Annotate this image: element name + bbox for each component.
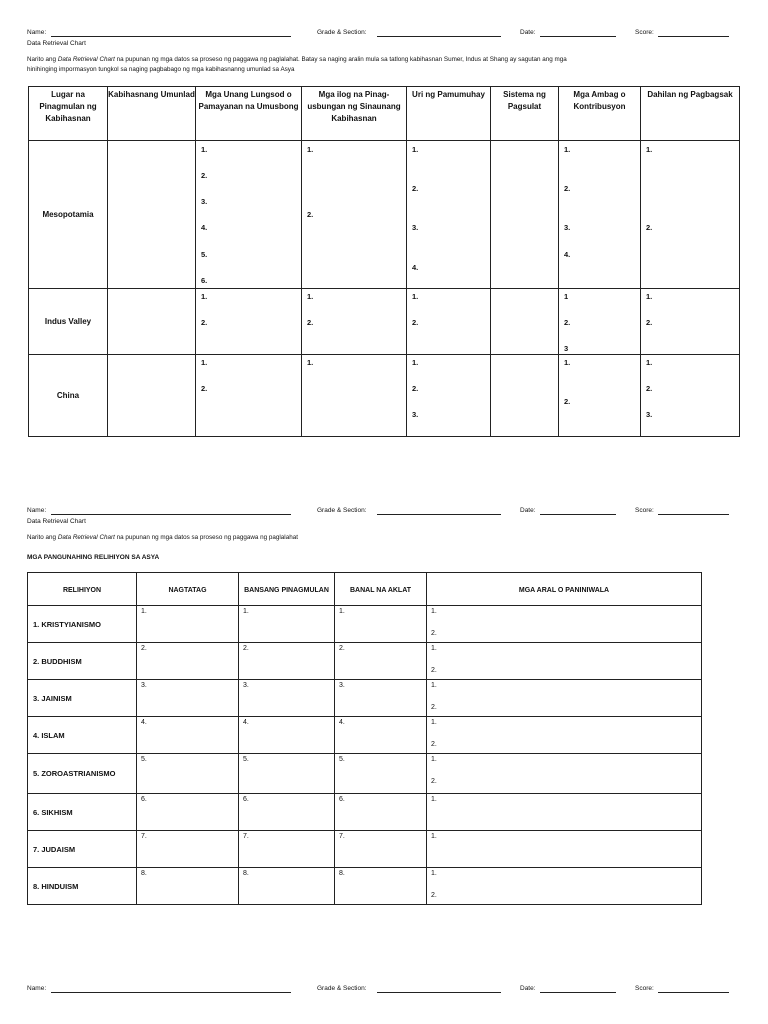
- answer-cell[interactable]: 4.: [335, 717, 427, 754]
- answer-cell[interactable]: 1. 2. 3. 4.: [559, 141, 641, 289]
- col-header: BANAL NA AKLAT: [335, 573, 427, 606]
- table-row: [28, 680, 702, 717]
- name-field[interactable]: [51, 992, 291, 993]
- answer-cell[interactable]: [108, 355, 196, 437]
- answer-cell[interactable]: 7.: [137, 831, 239, 868]
- row-label: Indus Valley: [29, 289, 108, 355]
- col-header: Mga Ambag o Kontribusyon: [559, 87, 641, 141]
- score-field[interactable]: [658, 36, 729, 37]
- answer-cell[interactable]: 1. 2.: [641, 141, 740, 289]
- answer-cell[interactable]: 5.: [137, 754, 239, 794]
- row-label: 8. HINDUISM: [28, 868, 137, 905]
- answer-cell[interactable]: 5.: [335, 754, 427, 794]
- answer-cell[interactable]: 2.: [137, 643, 239, 680]
- answer-cell[interactable]: 1. 2.: [427, 717, 702, 754]
- answer-cell[interactable]: 1. 2.: [427, 606, 702, 643]
- name-label: Name:: [27, 985, 47, 992]
- answer-cell[interactable]: 4.: [239, 717, 335, 754]
- date-field[interactable]: [540, 992, 616, 993]
- religion-table: [27, 572, 702, 905]
- answer-cell[interactable]: [108, 141, 196, 289]
- answer-cell[interactable]: 7.: [335, 831, 427, 868]
- table-row: [29, 289, 740, 355]
- answer-cell[interactable]: [491, 141, 559, 289]
- row-label: 4. ISLAM: [28, 717, 137, 754]
- answer-cell[interactable]: 1. 2.: [427, 754, 702, 794]
- col-header: NAGTATAG: [137, 573, 239, 606]
- grade-field[interactable]: [377, 36, 501, 37]
- answer-cell[interactable]: 1.: [427, 831, 702, 868]
- grade-label: Grade & Section:: [317, 29, 367, 36]
- grade-field[interactable]: [377, 514, 501, 515]
- score-label: Score:: [635, 985, 654, 992]
- table-row: [28, 868, 702, 905]
- name-field[interactable]: [51, 36, 291, 37]
- answer-cell[interactable]: 1. 2.: [196, 355, 302, 437]
- answer-cell[interactable]: 3.: [239, 680, 335, 717]
- chart-title-2: Data Retrieval Chart: [27, 518, 86, 525]
- answer-cell[interactable]: 6.: [335, 794, 427, 831]
- answer-cell[interactable]: 8.: [137, 868, 239, 905]
- answer-cell[interactable]: 1. 2. 3. 4. 5. 6.: [196, 141, 302, 289]
- table-row: [28, 606, 702, 643]
- col-header: Lugar na Pinagmulan ng Kabihasnan: [29, 87, 108, 141]
- score-field[interactable]: [658, 514, 729, 515]
- answer-cell[interactable]: 1.: [239, 606, 335, 643]
- answer-cell[interactable]: [491, 355, 559, 437]
- col-header: RELIHIYON: [28, 573, 137, 606]
- answer-cell[interactable]: 1. 2.: [427, 868, 702, 905]
- grade-field[interactable]: [377, 992, 501, 993]
- score-field[interactable]: [658, 992, 729, 993]
- table-row: [28, 754, 702, 794]
- date-field[interactable]: [540, 514, 616, 515]
- grade-label: Grade & Section:: [317, 507, 367, 514]
- answer-cell[interactable]: 3.: [335, 680, 427, 717]
- answer-cell[interactable]: 7.: [239, 831, 335, 868]
- name-label: Name:: [27, 507, 47, 514]
- col-header: Mga ilog na Pinag-usbungan ng Sinaunang Kabihasnan: [302, 87, 407, 141]
- col-header: MGA ARAL O PANINIWALA: [427, 573, 702, 606]
- answer-cell[interactable]: 1. 2.: [407, 289, 491, 355]
- instructions-1: Narito ang Data Retrieval Chart na pupunan ng mga datos sa proseso ng paggawa ng paglalahat. Batay sa naging aralin mula sa tatlong kabihasnan Sumer, Indus at Shang ay sagutan ang mga hinihinging impormasyon tungkol sa naging pagbabago ng mga kabihasnanng umunlad sa Asya: [27, 56, 567, 73]
- header-row-1: [27, 27, 739, 39]
- date-label: Date:: [520, 29, 536, 36]
- answer-cell[interactable]: 1.: [137, 606, 239, 643]
- score-label: Score:: [635, 507, 654, 514]
- answer-cell[interactable]: 1. 2.: [427, 643, 702, 680]
- name-label: Name:: [27, 29, 47, 36]
- answer-cell[interactable]: 1. 2.: [302, 141, 407, 289]
- answer-cell[interactable]: 1. 2.: [196, 289, 302, 355]
- date-field[interactable]: [540, 36, 616, 37]
- table-row: [29, 355, 740, 437]
- table-row: [28, 717, 702, 754]
- date-label: Date:: [520, 985, 536, 992]
- answer-cell[interactable]: 5.: [239, 754, 335, 794]
- religion-subtitle: MGA PANGUNAHING RELIHIYON SA ASYA: [27, 554, 160, 561]
- col-header: BANSANG PINAGMULAN: [239, 573, 335, 606]
- answer-cell[interactable]: 1. 2. 3.: [641, 355, 740, 437]
- grade-label: Grade & Section:: [317, 985, 367, 992]
- row-label: 3. JAINISM: [28, 680, 137, 717]
- answer-cell[interactable]: 3.: [137, 680, 239, 717]
- row-label: China: [29, 355, 108, 437]
- answer-cell[interactable]: 1.: [302, 355, 407, 437]
- chart-title-1: Data Retrieval Chart: [27, 40, 86, 47]
- header-row-3: [27, 983, 739, 995]
- answer-cell[interactable]: 1. 2.: [641, 289, 740, 355]
- col-header: Sistema ng Pagsulat: [491, 87, 559, 141]
- answer-cell[interactable]: 1.: [427, 794, 702, 831]
- name-field[interactable]: [51, 514, 291, 515]
- civilization-table: [28, 86, 740, 437]
- col-header: Kabihasnang Umunlad: [108, 87, 196, 141]
- answer-cell[interactable]: 4.: [137, 717, 239, 754]
- row-label: 2. BUDDHISM: [28, 643, 137, 680]
- table-row: [29, 141, 740, 289]
- answer-cell[interactable]: 2.: [335, 643, 427, 680]
- answer-cell[interactable]: 1 2. 3: [559, 289, 641, 355]
- answer-cell[interactable]: [108, 289, 196, 355]
- col-header: Mga Unang Lungsod o Pamayanan na Umusbong: [196, 87, 302, 141]
- answer-cell[interactable]: 1. 2.: [559, 355, 641, 437]
- answer-cell[interactable]: [491, 289, 559, 355]
- row-label: 7. JUDAISM: [28, 831, 137, 868]
- answer-cell[interactable]: 1.: [335, 606, 427, 643]
- row-label: 5. ZOROASTRIANISMO: [28, 754, 137, 794]
- answer-cell[interactable]: 6.: [137, 794, 239, 831]
- table-row: [28, 643, 702, 680]
- row-label: 1. KRISTYIANISMO: [28, 606, 137, 643]
- answer-cell[interactable]: 1. 2.: [302, 289, 407, 355]
- answer-cell[interactable]: 6.: [239, 794, 335, 831]
- col-header: Uri ng Pamumuhay: [407, 87, 491, 141]
- header-row-2: [27, 505, 739, 517]
- answer-cell[interactable]: 8.: [239, 868, 335, 905]
- answer-cell[interactable]: 1. 2.: [427, 680, 702, 717]
- score-label: Score:: [635, 29, 654, 36]
- row-label: 6. SIKHISM: [28, 794, 137, 831]
- answer-cell[interactable]: 2.: [239, 643, 335, 680]
- answer-cell[interactable]: 1. 2. 3. 4.: [407, 141, 491, 289]
- answer-cell[interactable]: 1. 2. 3.: [407, 355, 491, 437]
- table-row: [28, 794, 702, 831]
- col-header: Dahilan ng Pagbagsak: [641, 87, 740, 141]
- instructions-2: Narito ang Data Retrieval Chart na pupunan ng mga datos sa proseso ng paggawa ng paglalahat: [27, 534, 298, 541]
- row-label: Mesopotamia: [29, 141, 108, 289]
- table-row: [28, 831, 702, 868]
- date-label: Date:: [520, 507, 536, 514]
- answer-cell[interactable]: 8.: [335, 868, 427, 905]
